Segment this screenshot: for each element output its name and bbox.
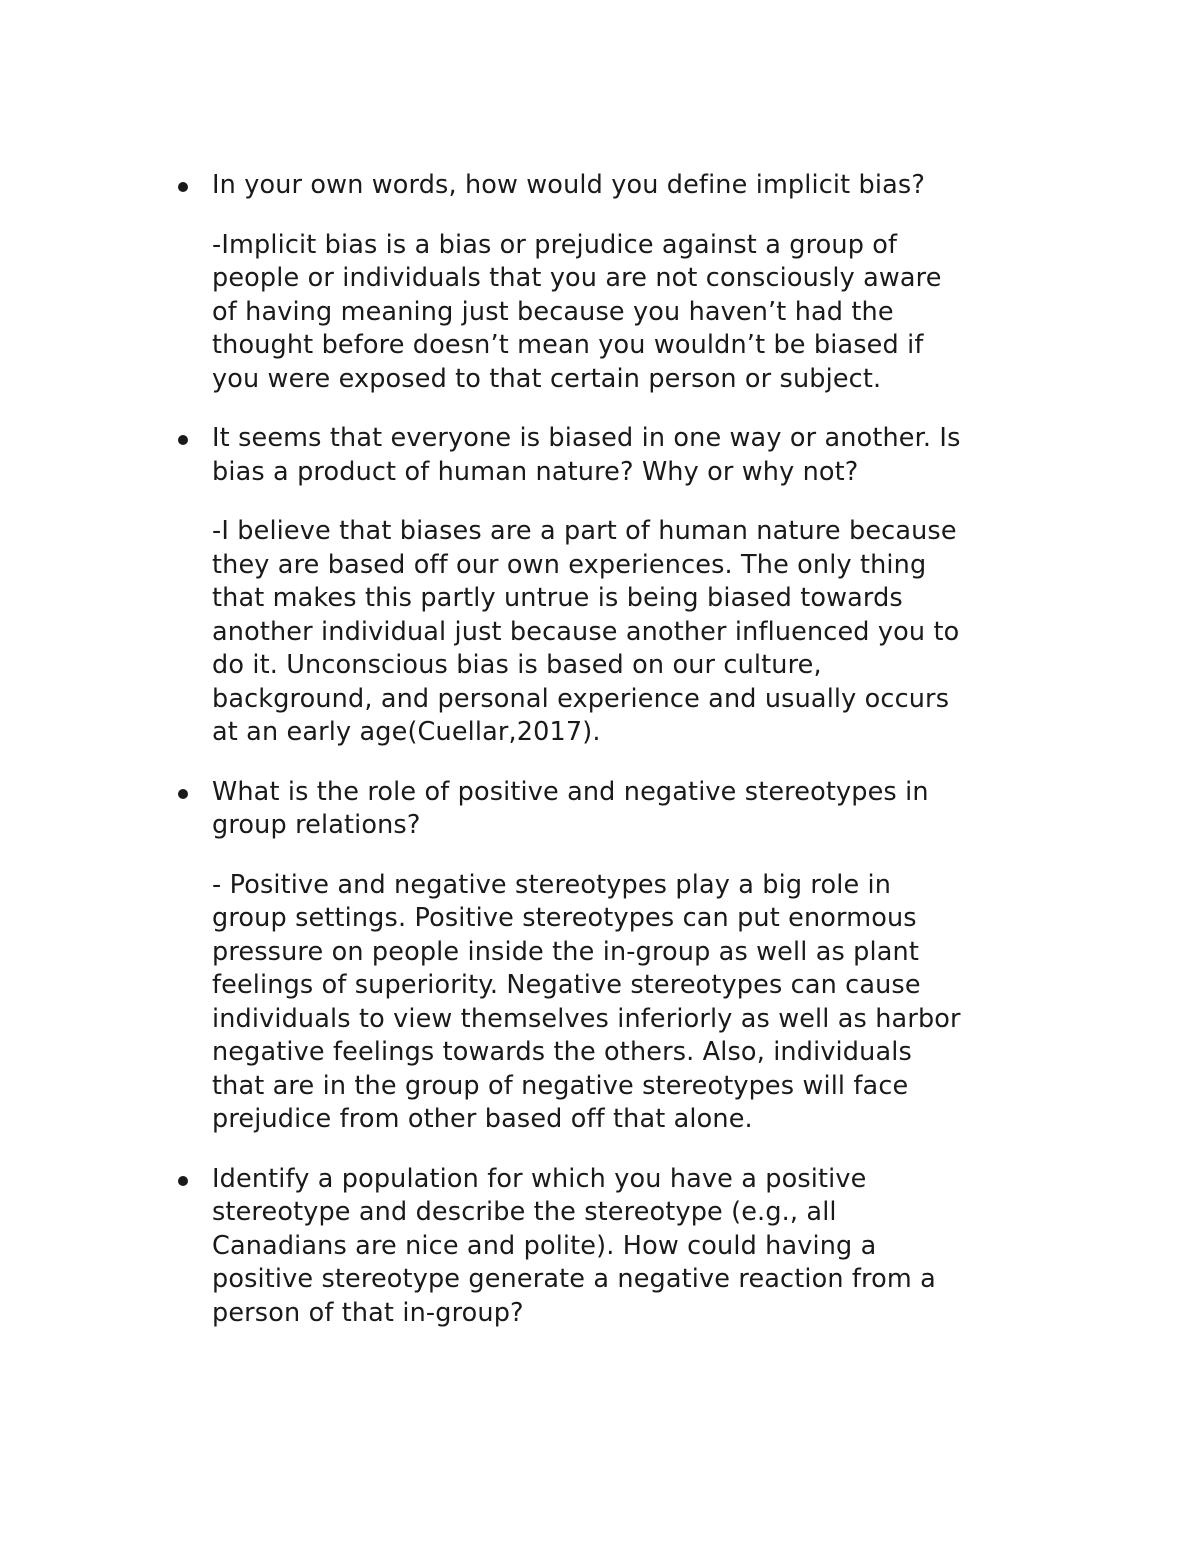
question-text: In your own words, how would you define implicit bias? [212,170,926,200]
bullet-icon [178,789,188,799]
question-text: What is the role of positive and negative stereotypes in group relations? [212,776,929,840]
question-item [212,1163,1072,1331]
bullet-icon [178,1176,188,1186]
question-item [212,169,1072,203]
question-item [212,776,1072,843]
bullet-icon [178,182,188,192]
answer-text: - Positive and negative stereotypes play a big role in group settings. Positive stereotypes can put enormous pressure on people inside the in-group as well as plant feelings of superiority. Negative stereotypes can cause individuals to view themselves inferiorly as well as harbor negative feelings towards the others. Also, individuals that are in the group of negative stereotypes will face prejudice from other based off that alone. [212,869,961,1134]
question-text: Identify a population for which you have a positive stereotype and describe the stereotype (e.g., all Canadians are nice and polite). How could having a positive stereotype generate a negative reaction from a person of that in-group? [212,1163,936,1328]
bullet-icon [178,435,188,445]
answer-text: -I believe that biases are a part of human nature because they are based off our own experiences. The only thing that makes this partly untrue is being biased towards another individual just because another influenced you to do it. Unconscious bias is based on our culture, background, and personal experience and usually occurs at an early age(Cuellar,2017). [212,516,960,747]
document-body [212,169,1072,1356]
question-text: It seems that everyone is biased in one way or another. Is bias a product of human nature? Why or why not? [212,423,961,487]
question-item [212,422,1072,489]
answer-text: -Implicit bias is a bias or prejudice against a group of people or individuals that you are not consciously aware of having meaning just because you haven’t had the thought before doesn’t mean you wouldn’t be biased if you were exposed to that certain person or subject. [212,229,942,394]
